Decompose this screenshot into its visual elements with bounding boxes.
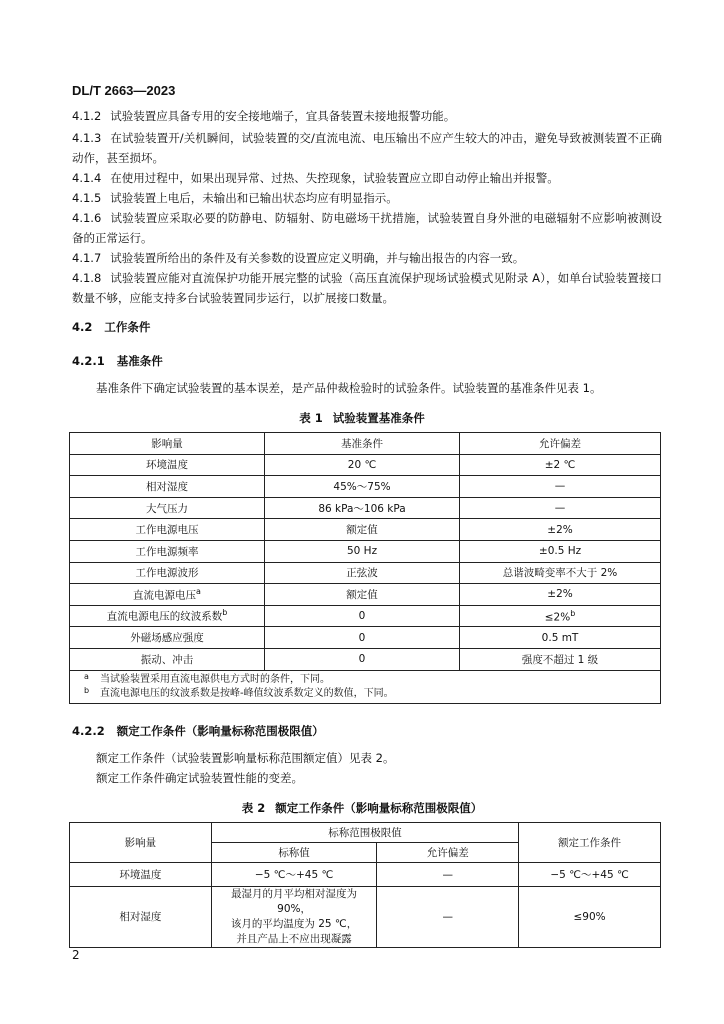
table-cell: 50 Hz xyxy=(265,540,460,562)
note-mark: a xyxy=(84,671,89,681)
table-header-cell: 基准条件 xyxy=(265,433,460,455)
table-cell: 额定值 xyxy=(265,584,460,606)
table-row xyxy=(70,863,661,887)
table-row xyxy=(70,519,661,541)
table-cell: 额定值 xyxy=(265,519,460,541)
table-notes-row xyxy=(70,670,661,703)
table-cell xyxy=(460,605,661,627)
section-number: 4.2.2 xyxy=(72,724,105,738)
clause-4-1-2 xyxy=(72,106,662,126)
cell-line: 该月的平均温度为 25 ℃， xyxy=(230,918,358,930)
document-id: DL/T 2663—2023 xyxy=(72,83,176,98)
clause-4-1-7 xyxy=(72,248,662,268)
table-cell: ±0.5 Hz xyxy=(460,540,661,562)
table-note xyxy=(84,685,652,701)
table-row xyxy=(70,562,661,584)
note-text: 直流电源电压的纹波系数是按峰-峰值纹波系数定义的数值，下同。 xyxy=(100,687,394,699)
table-row xyxy=(70,476,661,498)
clause-4-1-4 xyxy=(72,168,662,188)
table-header-row xyxy=(70,823,661,843)
table-cell: 正弦波 xyxy=(265,562,460,584)
cell-line: 并且产品上不应出现凝露 xyxy=(236,933,352,945)
table-header-cell: 允许偏差 xyxy=(460,433,661,455)
table-cell: 外磁场感应强度 xyxy=(70,627,265,649)
table-cell: 工作电源电压 xyxy=(70,519,265,541)
clause-4-1-3 xyxy=(72,128,662,168)
table-cell: 环境温度 xyxy=(70,863,212,887)
table-header-cell: 标称范围极限值 xyxy=(211,823,518,843)
clause-text: 试验装置上电后，未输出和已输出状态均应有明显指示。 xyxy=(110,191,398,205)
table-cell xyxy=(70,584,265,606)
note-mark: b xyxy=(84,685,90,695)
clause-text: 在试验装置开/关机瞬间，试验装置的交/直流电流、电压输出不应产生较大的冲击，避免导致被测装置不正确动作，甚至损坏。 xyxy=(72,131,662,165)
table-header-row xyxy=(70,433,661,455)
table-cell: 相对湿度 xyxy=(70,476,265,498)
table-cell: −5 ℃～+45 ℃ xyxy=(519,863,661,887)
note-text: 当试验装置采用直流电源供电方式时的条件，下同。 xyxy=(100,673,330,685)
cell-text: 直流电源电压 xyxy=(133,589,197,602)
table-row xyxy=(70,584,661,606)
table-cell: −5 ℃～+45 ℃ xyxy=(211,863,376,887)
table-cell: 振动、冲击 xyxy=(70,648,265,670)
table-header-cell: 允许偏差 xyxy=(377,843,519,863)
section-heading-4-2-1 xyxy=(72,352,163,370)
clause-number: 4.1.2 xyxy=(72,109,102,123)
table-cell: 45%～75% xyxy=(265,476,460,498)
table-cell: 工作电源频率 xyxy=(70,540,265,562)
table-row xyxy=(70,540,661,562)
paragraph-4-2-2-a: 额定工作条件（试验装置影响量标称范围额定值）见表 2。 xyxy=(96,751,395,765)
clause-4-1-6 xyxy=(72,208,662,248)
clause-number: 4.1.8 xyxy=(72,271,102,285)
table1-reference-conditions xyxy=(69,432,661,704)
table-note xyxy=(84,671,652,687)
table-row xyxy=(70,497,661,519)
clause-4-1-5 xyxy=(72,188,662,208)
paragraph-4-2-2-b: 额定工作条件确定试验装置性能的变差。 xyxy=(96,771,303,785)
footnote-mark: b xyxy=(570,608,576,618)
clause-number: 4.1.6 xyxy=(72,211,102,225)
table-header-cell: 额定工作条件 xyxy=(519,823,661,863)
section-number: 4.2.1 xyxy=(72,354,105,368)
page-number: 2 xyxy=(72,948,80,962)
clause-text: 试验装置应能对直流保护功能开展完整的试验（高压直流保护现场试验模式见附录 A），如单台试验装置接口数量不够，应能支持多台试验装置同步运行，以扩展接口数量。 xyxy=(72,271,662,305)
table2-rated-conditions xyxy=(69,822,661,948)
clause-number: 4.1.7 xyxy=(72,251,102,265)
footnote-mark: b xyxy=(222,608,228,618)
clause-number: 4.1.3 xyxy=(72,131,102,145)
table-cell: 总谐波畸变率不大于 2% xyxy=(460,562,661,584)
table2-caption-number: 表 2 xyxy=(241,801,266,815)
table2-caption xyxy=(0,800,724,816)
table-row xyxy=(70,648,661,670)
section-heading-4-2-2 xyxy=(72,722,324,740)
table-cell: ±2% xyxy=(460,584,661,606)
table-cell: 0 xyxy=(265,605,460,627)
clause-text: 试验装置应采取必要的防静电、防辐射、防电磁场干扰措施，试验装置自身外泄的电磁辐射不应影响被测设备的正常运行。 xyxy=(72,211,662,245)
table-cell: — xyxy=(377,863,519,887)
table-header-cell: 影响量 xyxy=(70,823,212,863)
table-row xyxy=(70,605,661,627)
table-cell: 工作电源波形 xyxy=(70,562,265,584)
table-cell: ±2 ℃ xyxy=(460,454,661,476)
clause-text: 试验装置所给出的条件及有关参数的设置应定义明确，并与输出报告的内容一致。 xyxy=(110,251,525,265)
table-header-cell: 影响量 xyxy=(70,433,265,455)
table-cell: 0 xyxy=(265,648,460,670)
table-cell: — xyxy=(460,476,661,498)
table-cell: 86 kPa～106 kPa xyxy=(265,497,460,519)
footnote-mark: a xyxy=(196,586,201,596)
table1-caption-number: 表 1 xyxy=(299,411,323,425)
table-cell: 0.5 mT xyxy=(460,627,661,649)
table-cell xyxy=(70,605,265,627)
table-cell: 环境温度 xyxy=(70,454,265,476)
section-heading-4-2 xyxy=(72,318,150,336)
section-title: 基准条件 xyxy=(116,354,163,368)
paragraph-4-2-1: 基准条件下确定试验装置的基本误差，是产品仲裁检验时的试验条件。试验装置的基准条件见表 1。 xyxy=(96,381,602,395)
section-title: 额定工作条件（影响量标称范围极限值） xyxy=(116,724,324,738)
table-header-cell: 标称值 xyxy=(211,843,376,863)
cell-line: 最湿月的月平均相对湿度为90%， xyxy=(231,888,358,915)
table-cell: 20 ℃ xyxy=(265,454,460,476)
table-cell: 0 xyxy=(265,627,460,649)
clause-text: 在使用过程中，如果出现异常、过热、失控现象，试验装置应立即自动停止输出并报警。 xyxy=(110,171,559,185)
table-cell: ≤90% xyxy=(519,887,661,948)
section-title: 工作条件 xyxy=(104,320,151,334)
table2-caption-title: 额定工作条件（影响量标称范围极限值） xyxy=(275,801,483,815)
table-row xyxy=(70,454,661,476)
cell-text: ≤2% xyxy=(544,611,571,624)
table-cell: 相对湿度 xyxy=(70,887,212,948)
table1-caption-title: 试验装置基准条件 xyxy=(332,411,425,425)
clause-number: 4.1.5 xyxy=(72,191,102,205)
clause-4-1-8 xyxy=(72,268,662,308)
table-cell: 大气压力 xyxy=(70,497,265,519)
table-cell: — xyxy=(377,887,519,948)
table-cell xyxy=(211,887,376,948)
table-cell: ±2% xyxy=(460,519,661,541)
table1-caption xyxy=(0,410,724,426)
table-notes xyxy=(70,670,661,703)
table-cell: 强度不超过 1 级 xyxy=(460,648,661,670)
clause-number: 4.1.4 xyxy=(72,171,102,185)
table-row xyxy=(70,887,661,948)
cell-text: 直流电源电压的纹波系数 xyxy=(106,610,223,623)
table-row xyxy=(70,627,661,649)
table-cell: — xyxy=(460,497,661,519)
section-number: 4.2 xyxy=(72,320,93,334)
clause-text: 试验装置应具备专用的安全接地端子，宜具备装置未接地报警功能。 xyxy=(110,109,456,123)
